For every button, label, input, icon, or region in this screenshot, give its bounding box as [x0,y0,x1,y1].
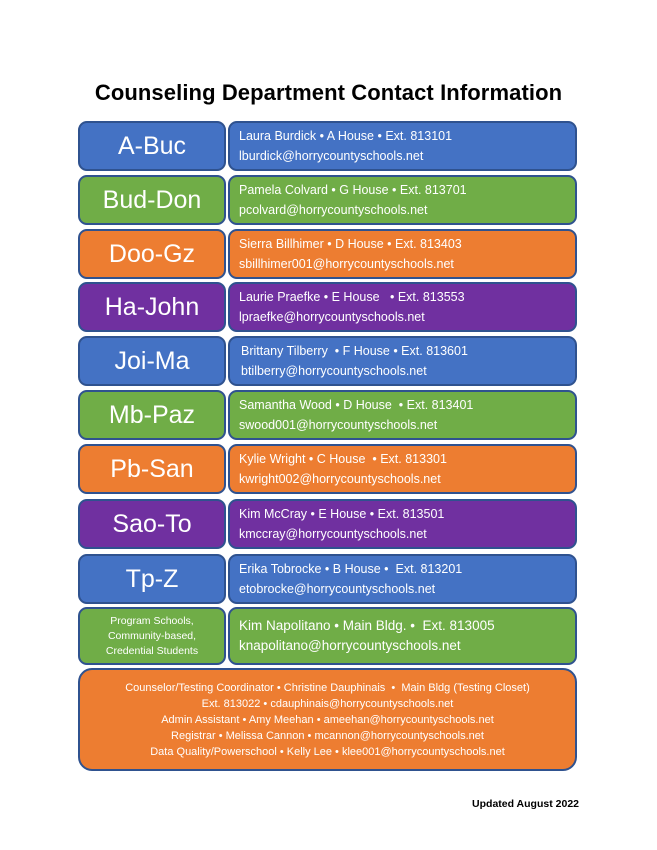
page-title: Counseling Department Contact Information [94,80,563,105]
contact-row-bud-don [0,175,657,225]
counselor-details: Kim McCray • E House • Ext. 813501 [239,507,445,521]
counselor-email[interactable]: btilberry@horrycountyschools.net [241,364,427,378]
counselor-email[interactable]: pcolvard@horrycountyschools.net [239,203,428,217]
counselor-email[interactable]: swood001@horrycountyschools.net [239,418,438,432]
counselor-details: Kylie Wright • C House • Ext. 813301 [239,452,447,466]
counselor-info-box [228,282,577,332]
counselor-email[interactable]: kwright002@horrycountyschools.net [239,472,441,486]
alpha-range-label: A-Buc [78,121,226,171]
program-label-line: Credential Students [105,644,199,657]
counselor-email[interactable]: knapolitano@horrycountyschools.net [239,638,461,653]
counselor-info-box [228,499,577,549]
support-staff-box [78,668,577,771]
counselor-info-box [228,229,577,279]
contact-row-joi-ma [0,336,657,386]
counselor-details: Laura Burdick • A House • Ext. 813101 [239,129,453,143]
program-label-line: Community-based, [107,629,197,642]
counselor-info-box [228,444,577,494]
counselor-details: Brittany Tilberry • F House • Ext. 813601 [241,344,468,358]
counselor-info-box [228,554,577,604]
contact-row-mb-paz [0,390,657,440]
staff-line: Data Quality/Powerschool • Kelly Lee • klee001@horrycountyschools.net [150,745,505,758]
contact-row-tp-z [0,554,657,604]
alpha-range-label: Ha-John [78,282,226,332]
staff-line: Counselor/Testing Coordinator • Christine Dauphinais • Main Bldg (Testing Closet) [125,681,530,694]
alpha-range-label: Pb-San [78,444,226,494]
alpha-range-label: Bud-Don [78,175,226,225]
staff-line: Registrar • Melissa Cannon • mcannon@horrycountyschools.net [171,729,484,742]
counselor-info-box [228,607,577,665]
staff-line: Admin Assistant • Amy Meehan • ameehan@horrycountyschools.net [161,713,494,726]
alpha-range-label: Joi-Ma [78,336,226,386]
contact-row-sao-to [0,499,657,549]
alpha-range-label: Mb-Paz [78,390,226,440]
contact-row-pb-san [0,444,657,494]
contact-row-program-schools [0,607,657,665]
counselor-email[interactable]: lpraefke@horrycountyschools.net [239,310,425,324]
counselor-details: Pamela Colvard • G House • Ext. 813701 [239,183,467,197]
program-schools-label [78,607,226,665]
alpha-range-label: Doo-Gz [78,229,226,279]
counselor-details: Kim Napolitano • Main Bldg. • Ext. 813005 [239,618,495,633]
contact-row-doo-gz [0,229,657,279]
counselor-email[interactable]: sbillhimer001@horrycountyschools.net [239,257,454,271]
counselor-info-box [228,336,577,386]
counselor-details: Sierra Billhimer • D House • Ext. 813403 [239,237,462,251]
updated-date: Updated August 2022 [472,798,579,810]
counselor-info-box [228,121,577,171]
counselor-details: Samantha Wood • D House • Ext. 813401 [239,398,474,412]
counselor-details: Laurie Praefke • E House • Ext. 813553 [239,290,465,304]
counselor-email[interactable]: lburdick@horrycountyschools.net [239,149,424,163]
counselor-email[interactable]: kmccray@horrycountyschools.net [239,527,427,541]
alpha-range-label: Sao-To [78,499,226,549]
counselor-info-box [228,390,577,440]
staff-line: Ext. 813022 • cdauphinais@horrycountyschools.net [201,697,454,710]
contact-row-ha-john [0,282,657,332]
counselor-email[interactable]: etobrocke@horrycountyschools.net [239,582,436,596]
contact-row-a-buc [0,121,657,171]
alpha-range-label: Tp-Z [78,554,226,604]
program-label-line: Program Schools, [110,614,194,627]
counselor-details: Erika Tobrocke • B House • Ext. 813201 [239,562,463,576]
counselor-info-box [228,175,577,225]
